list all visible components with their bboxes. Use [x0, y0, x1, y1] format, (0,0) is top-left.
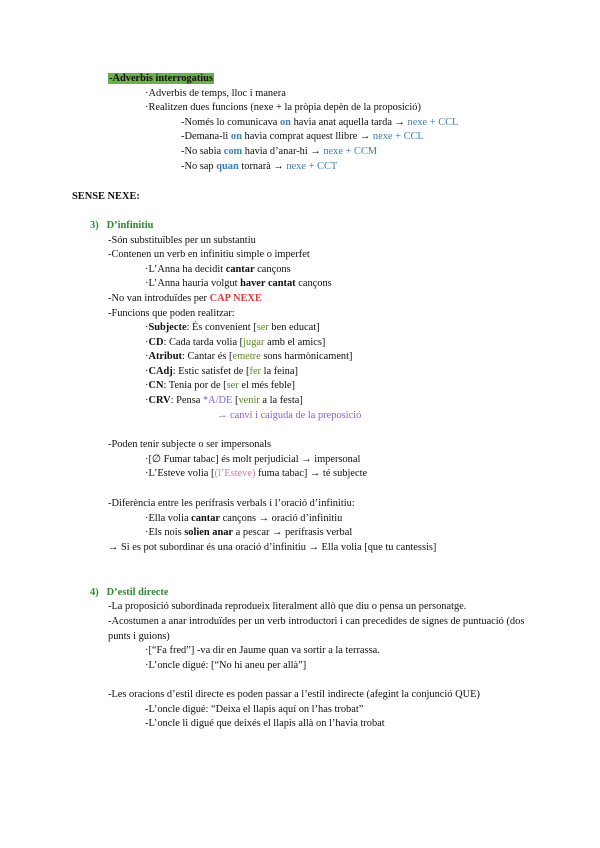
function-example: ·Subjecte: És convenient [ser ben educat]: [145, 322, 320, 333]
subsection-heading-estil-directe: 4) D’estil directe: [90, 587, 169, 598]
example-line: -Demana-li on havia comprat aquest llibre → nexe + CCL: [181, 131, 424, 142]
text-line: -No van introduïdes per CAP NEXE: [108, 293, 262, 304]
example-line: ·L’Anna ha decidit cantar cançons: [145, 264, 291, 275]
text-line: -Funcions que poden realitzar:: [108, 308, 235, 319]
text-line: -Diferència entre les perífrasis verbals i l’oració d’infinitiu:: [108, 498, 355, 509]
text-line: ·Adverbis de temps, lloc i manera: [145, 88, 286, 99]
subsection-heading-infinitiu: 3) D’infinitiu: [90, 220, 154, 231]
text-line: -La proposició subordinada reprodueix literalment allò que diu o pensa un personatge.: [108, 601, 467, 612]
text-line: -Poden tenir subjecte o ser impersonals: [108, 439, 272, 450]
example-line: ·Ella volia cantar cançons → oració d’infinitiu: [145, 513, 343, 524]
function-example: ·Atribut: Cantar és [emetre sons harmònicament]: [145, 351, 353, 362]
example-line: ·[“Fa fred”] -va dir en Jaume quan va sortir a la terrassa.: [145, 645, 380, 656]
function-example: ·CRV: Pensa *A/DE [venir a la festa]: [145, 395, 303, 406]
example-line: -L’oncle digué: “Deixa el llapis aquí on l’has trobat”: [145, 704, 364, 715]
example-line: -No sap quan tornarà → nexe + CCT: [181, 161, 338, 172]
text-line: -Contenen un verb en infinitiu simple o imperfet: [108, 249, 310, 260]
function-example: ·CD: Cada tarda volia [jugar amb el amics]: [145, 337, 326, 348]
text-line: -Acostumen a anar introduïdes per un verb introductori i can precedides de signes de puntuació (dos: [108, 616, 525, 627]
example-line: ·[∅ Fumar tabac] és molt perjudicial → impersonal: [145, 454, 361, 465]
example-line: ·L’Anna hauria volgut haver cantat cançons: [145, 278, 332, 289]
text-line: punts i guions): [108, 631, 170, 642]
text-line: → Si es pot subordinar és una oració d’infinitiu → Ella volia [que tu cantessis]: [108, 542, 437, 553]
example-line: ·L’Esteve volia [(l’Esteve) fuma tabac] → té subjecte: [145, 468, 368, 479]
text-line: -Són substituïbles per un substantiu: [108, 235, 256, 246]
function-example: ·CAdj: Estic satisfet de [fer la feina]: [145, 366, 298, 377]
function-example: ·CN: Tenia por de [ser el més feble]: [145, 380, 296, 391]
preposition-note: → canvi i caiguda de la preposició: [217, 410, 362, 421]
section-heading-sense-nexe: SENSE NEXE:: [72, 191, 140, 202]
example-line: ·Els nois solien anar a pescar → perífrasis verbal: [145, 527, 353, 538]
text-line: ·Realitzen dues funcions (nexe + la pròpia depèn de la proposició): [145, 102, 421, 113]
example-line: -L’oncle li digué que deixés el llapis allà on l’havia trobat: [145, 718, 385, 729]
example-line: ·L’oncle digué: [“No hi aneu per allà”]: [145, 660, 307, 671]
text-line: -Les oracions d’estil directe es poden passar a l’estil indirecte (afegint la conjunció QUE): [108, 689, 480, 700]
section-heading-adverbis: -Adverbis interrogatius: [109, 73, 213, 84]
example-line: -No sabia com havia d’anar-hi → nexe + CCM: [181, 146, 378, 157]
example-line: -Només lo comunicava on havia anat aquella tarda → nexe + CCL: [181, 117, 459, 128]
